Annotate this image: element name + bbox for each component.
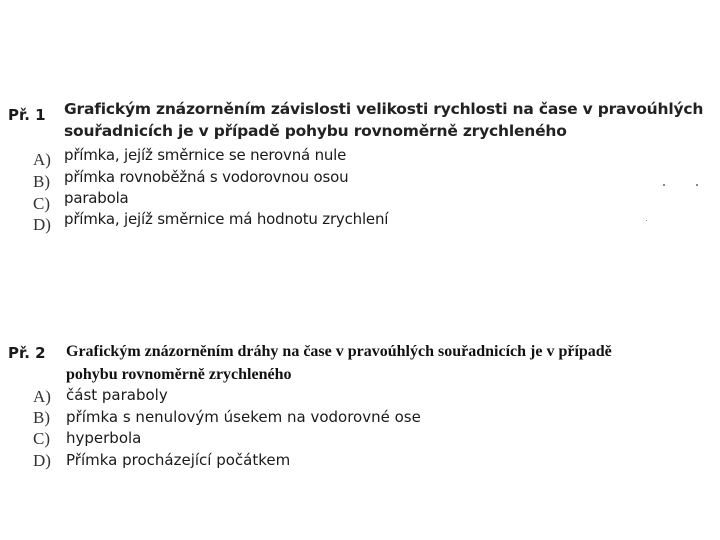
question-2-option-a-letter: A) (33, 387, 51, 406)
question-1-option-d-letter: D) (33, 215, 51, 234)
question-1-option-a-text: přímka, jejíž směrnice se nerovná nule (64, 146, 347, 164)
question-2-option-c-text: hyperbola (66, 429, 142, 447)
question-1-option-c-letter: C) (33, 194, 50, 213)
question-1-text-line-2: souřadnicích je v případě pohybu rovnoměrně zrychleného (64, 122, 567, 140)
scan-speck (663, 184, 665, 186)
question-2-number: Př. 2 (8, 344, 46, 362)
question-2-text-line-2: pohybu rovnoměrně zrychleného (66, 366, 292, 383)
question-2-option-d-letter: D) (33, 451, 51, 470)
question-1-option-a-letter: A) (33, 150, 51, 169)
question-1-option-b-letter: B) (33, 172, 50, 191)
question-2-option-a-text: část paraboly (66, 386, 168, 404)
question-1-option-c-text: parabola (64, 189, 129, 207)
question-1-text-line-1: Grafickým znázorněním závislosti velikosti rychlosti na čase v pravoúhlých (64, 100, 704, 118)
question-2-text-line-1: Grafickým znázorněním dráhy na čase v pravoúhlých souřadnicích je v případě (66, 343, 612, 360)
scan-speck (696, 184, 698, 186)
question-2-option-b-text: přímka s nenulovým úsekem na vodorovné ose (66, 408, 421, 426)
question-2-option-c-letter: C) (33, 429, 50, 448)
question-1-option-b-text: přímka rovnoběžná s vodorovnou osou (64, 168, 349, 186)
scan-speck (646, 220, 647, 221)
question-1-option-d-text: přímka, jejíž směrnice má hodnotu zrychlení (64, 210, 389, 228)
question-1-number: Př. 1 (8, 106, 46, 124)
question-2-option-d-text: Přímka procházející počátkem (66, 451, 291, 469)
question-2-option-b-letter: B) (33, 408, 50, 427)
